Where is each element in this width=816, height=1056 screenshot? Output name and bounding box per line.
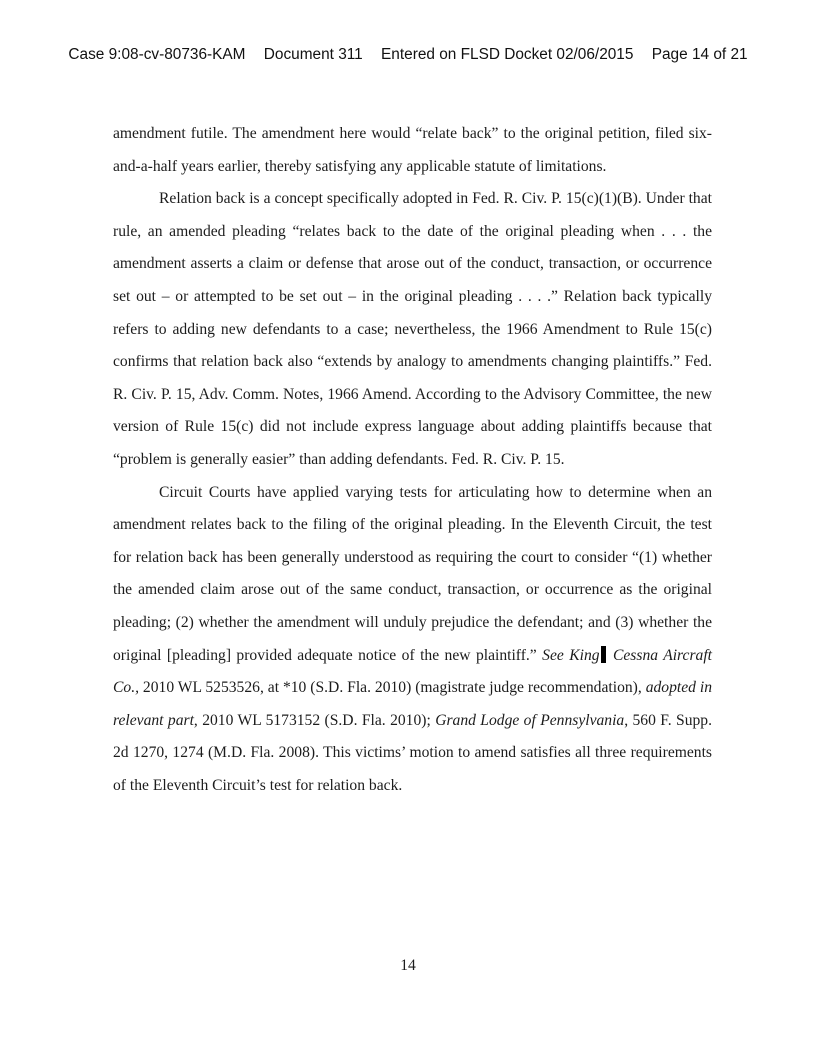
- citation-second-reporter: , 2010 WL 5173152 (S.D. Fla. 2010);: [193, 711, 436, 729]
- header-page-indicator: Page 14 of 21: [651, 46, 748, 63]
- paragraph-continuation: amendment futile. The amendment here would “relate back” to the original petition, filed six-and-a-half years earlier, thereby satisfying any applicable statute of limitations.: [113, 125, 712, 175]
- document-body: [113, 118, 712, 802]
- citation-case-name: Cessna Aircraft Co.,: [113, 646, 712, 697]
- redaction-mark: [601, 646, 606, 663]
- citation-subsequent-history: adopted in relevant part: [113, 679, 712, 729]
- citation-signal: See King: [542, 646, 600, 664]
- header-document-number: Document 311: [263, 46, 363, 63]
- citation-grand-lodge: Grand Lodge of Pennsylvania: [435, 711, 625, 729]
- page-number: 14: [400, 957, 416, 974]
- paragraph-relation-back-rule: Relation back is a concept specifically adopted in Fed. R. Civ. P. 15(c)(1)(B). Under that rule, an amended pleading “relates back to the date of the original pleading when . . . the amendment asserts a claim or defense that arose out of the conduct, transaction, or occurrence set out – or attempted to be set out – in the original pleading . . . .” Relation back typically refers to adding new defendants to a case; nevertheless, the 1966 Amendment to Rule 15(c) confirms that relation back also “extends by analogy to amendments changing plaintiffs.” Fed. R. Civ. P. 15, Adv. Comm. Notes, 1966 Amend. According to the Advisory Committee, the new version of Rule 15(c) did not include express language about adding plaintiffs because that “problem is generally easier” than adding defendants. Fed. R. Civ. P. 15.: [113, 190, 712, 468]
- paragraph-eleventh-circuit-test: [113, 477, 712, 803]
- header-case-number: Case 9:08-cv-80736-KAM: [68, 46, 246, 63]
- header-entered-date: Entered on FLSD Docket 02/06/2015: [381, 46, 634, 63]
- paragraph-intro-text: Circuit Courts have applied varying tests for articulating how to determine when an amendment relates back to the filing of the original pleading. In the Eleventh Circuit, the test for relation back has been generally understood as requiring the court to consider “(1) whether the amended claim arose out of the same conduct, transaction, or occurrence as the original pleading; (2) whether the amendment will unduly prejudice the defendant; and (3) whether the original [pleading] provided adequate notice of the new plaintiff.”: [113, 483, 712, 664]
- docket-header: [0, 46, 816, 64]
- citation-reporter: 2010 WL 5253526, at *10 (S.D. Fla. 2010) (magistrate judge recommendation),: [139, 679, 646, 697]
- paragraph-conclusion-text: , 560 F. Supp. 2d 1270, 1274 (M.D. Fla. 2008). This victims’ motion to amend satisfies all three requirements of the Eleventh Circuit’s test for relation back.: [113, 711, 712, 794]
